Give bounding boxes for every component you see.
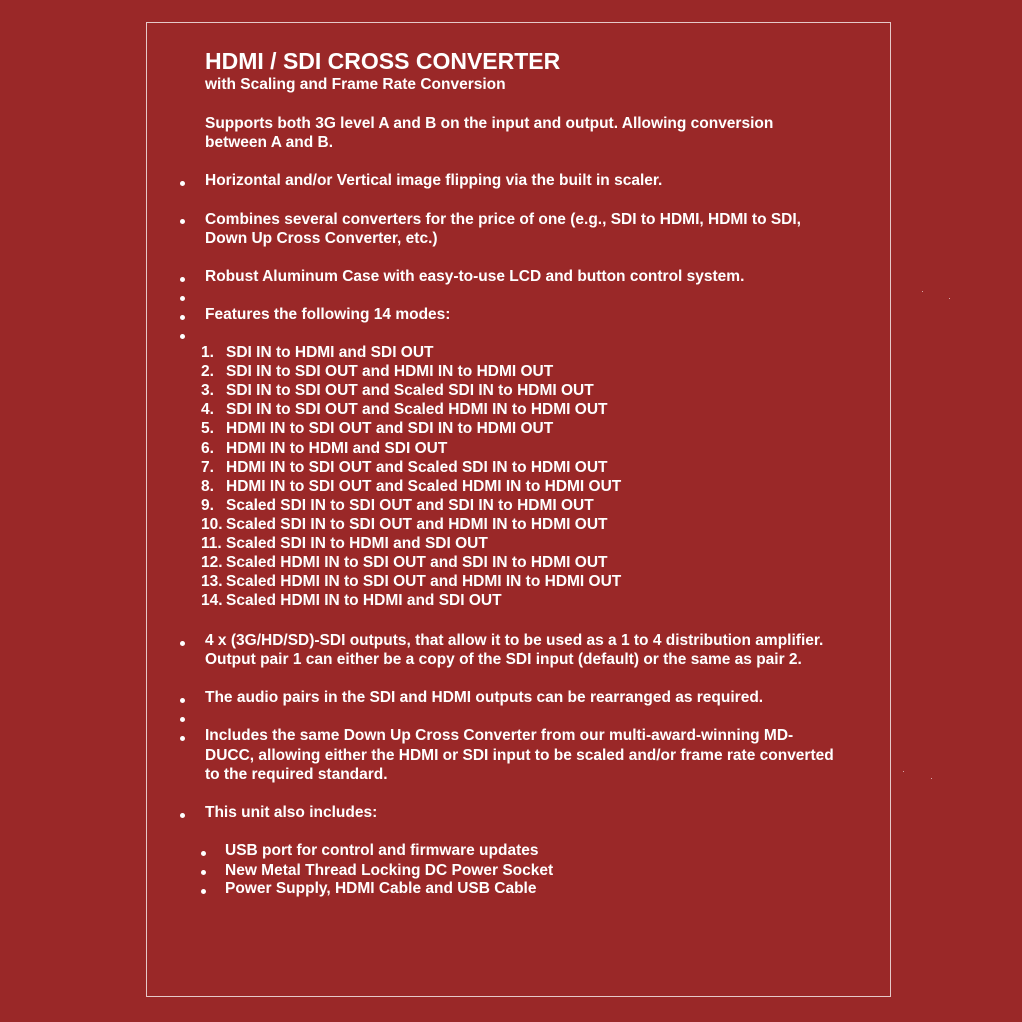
bullet-ducc-line-1: Includes the same Down Up Cross Converter from our multi-award-winning MD- [205, 727, 794, 744]
artifact-speck [931, 778, 932, 779]
mode-item: Scaled SDI IN to HDMI and SDI OUT [226, 535, 488, 552]
page-subtitle: with Scaling and Frame Rate Conversion [205, 76, 506, 93]
bullet-dot-icon [180, 296, 185, 301]
bullet-ducc-line-3: to the required standard. [205, 766, 388, 783]
intro-line-2: between A and B. [205, 134, 334, 151]
bullet-includes: This unit also includes: [205, 804, 378, 821]
mode-number: 4. [201, 401, 214, 418]
bullet-dot-icon [180, 698, 185, 703]
bullet-dot-icon [180, 219, 185, 224]
sub-item-power-socket: New Metal Thread Locking DC Power Socket [225, 862, 554, 879]
mode-item: SDI IN to SDI OUT and Scaled HDMI IN to HDMI OUT [226, 401, 608, 418]
mode-number: 10. [201, 516, 223, 533]
bullet-audio: The audio pairs in the SDI and HDMI outputs can be rearranged as required. [205, 689, 764, 706]
bullet-combines-line-1: Combines several converters for the price of one (e.g., SDI to HDMI, HDMI to SDI, [205, 211, 801, 228]
mode-number: 2. [201, 363, 214, 380]
mode-number: 9. [201, 497, 214, 514]
mode-number: 7. [201, 459, 214, 476]
artifact-speck [922, 291, 923, 292]
artifact-speck [903, 771, 904, 772]
bullet-ducc-line-2: DUCC, allowing either the HDMI or SDI input to be scaled and/or frame rate converted [205, 747, 834, 764]
bullet-outputs-line-1: 4 x (3G/HD/SD)-SDI outputs, that allow it to be used as a 1 to 4 distribution amplifier. [205, 632, 824, 649]
artifact-speck [949, 298, 950, 299]
mode-item: Scaled HDMI IN to SDI OUT and HDMI IN to HDMI OUT [226, 573, 622, 590]
mode-number: 6. [201, 440, 214, 457]
mode-number: 8. [201, 478, 214, 495]
mode-item: SDI IN to SDI OUT and HDMI IN to HDMI OUT [226, 363, 554, 380]
page-title: HDMI / SDI CROSS CONVERTER [205, 48, 561, 74]
mode-item: HDMI IN to SDI OUT and Scaled SDI IN to HDMI OUT [226, 459, 608, 476]
bullet-flipping: Horizontal and/or Vertical image flipping via the built in scaler. [205, 172, 663, 189]
mode-item: SDI IN to SDI OUT and Scaled SDI IN to HDMI OUT [226, 382, 594, 399]
bullet-dot-icon [180, 277, 185, 282]
mode-item: SDI IN to HDMI and SDI OUT [226, 344, 434, 361]
bullet-dot-icon [180, 315, 185, 320]
bullet-combines-line-2: Down Up Cross Converter, etc.) [205, 230, 438, 247]
mode-item: HDMI IN to HDMI and SDI OUT [226, 440, 448, 457]
bullet-dot-icon [180, 736, 185, 741]
bullet-outputs-line-2: Output pair 1 can either be a copy of the SDI input (default) or the same as pair 2. [205, 651, 802, 668]
intro-line-1: Supports both 3G level A and B on the input and output. Allowing conversion [205, 115, 774, 132]
bullet-dot-icon [180, 717, 185, 722]
mode-item: Scaled HDMI IN to HDMI and SDI OUT [226, 592, 502, 609]
mode-item: HDMI IN to SDI OUT and SDI IN to HDMI OUT [226, 420, 554, 437]
mode-item: Scaled SDI IN to SDI OUT and HDMI IN to HDMI OUT [226, 516, 608, 533]
mode-number: 14. [201, 592, 223, 609]
mode-number: 13. [201, 573, 223, 590]
mode-number: 3. [201, 382, 214, 399]
mode-item: HDMI IN to SDI OUT and Scaled HDMI IN to HDMI OUT [226, 478, 622, 495]
bullet-dot-icon [180, 641, 185, 646]
sub-item-cables: Power Supply, HDMI Cable and USB Cable [225, 880, 537, 897]
bullet-dot-icon [180, 181, 185, 186]
bullet-dot-icon [180, 813, 185, 818]
mode-number: 1. [201, 344, 214, 361]
sub-bullet-dot-icon [201, 889, 206, 894]
bullet-case: Robust Aluminum Case with easy-to-use LCD and button control system. [205, 268, 745, 285]
mode-number: 11. [201, 535, 222, 552]
mode-item: Scaled SDI IN to SDI OUT and SDI IN to HDMI OUT [226, 497, 594, 514]
sub-item-usb: USB port for control and firmware updates [225, 842, 539, 859]
bullet-features: Features the following 14 modes: [205, 306, 451, 323]
bullet-dot-icon [180, 334, 185, 339]
mode-number: 12. [201, 554, 223, 571]
sub-bullet-dot-icon [201, 870, 206, 875]
mode-item: Scaled HDMI IN to SDI OUT and SDI IN to HDMI OUT [226, 554, 608, 571]
sub-bullet-dot-icon [201, 851, 206, 856]
mode-number: 5. [201, 420, 214, 437]
